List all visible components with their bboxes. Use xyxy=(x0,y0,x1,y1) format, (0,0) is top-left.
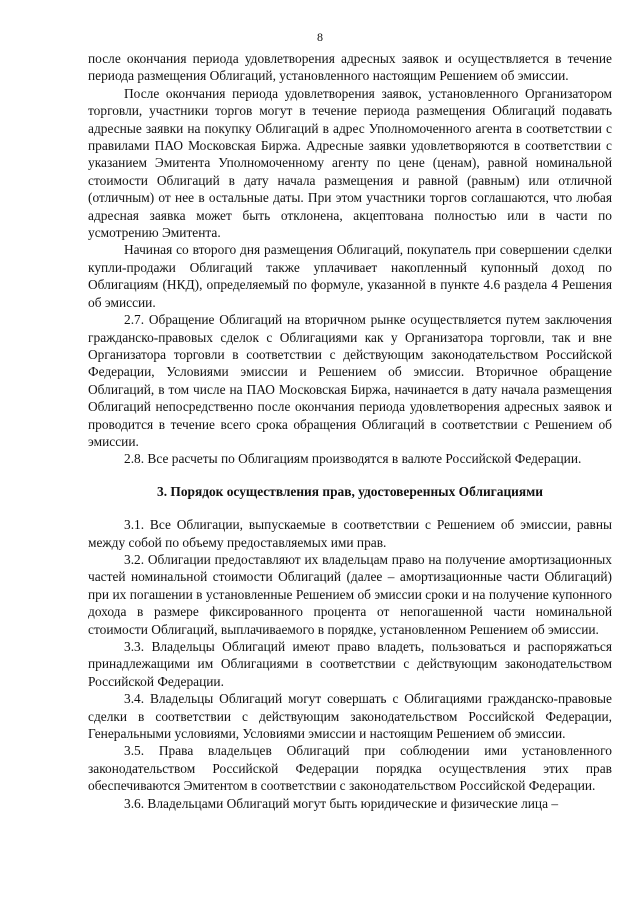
paragraph-accrued-coupon: Начиная со второго дня размещения Облигаций, покупатель при совершении сделки купли-продажи Облигаций также уплачивает накопленный купонный доход по Облигациям (НКД), определяемый по формуле, указанной в пункте 4.6 раздела 4 Решения об эмиссии. xyxy=(88,242,612,310)
page-number: 8 xyxy=(317,30,323,44)
paragraph-3-6: 3.6. Владельцами Облигаций могут быть юридические и физические лица – xyxy=(124,795,559,811)
paragraph-3-2: 3.2. Облигации предоставляют их владельцам право на получение амортизационных частей номинальной стоимости Облигаций (далее – амортизационные части Облигаций) при их погашении в установленные Решением об эмиссии сроки и на получение купонного дохода в размере фиксированного процента от непогашенной части номинальной стоимости Облигаций, выплачиваемого в порядке, установленном Решением об эмиссии. xyxy=(88,551,612,637)
paragraph-3-4: 3.4. Владельцы Облигаций могут совершать с Облигациями гражданско-правовые сделки в соответствии с действующим законодательством Российской Федерации, Генеральными условиями, Условиями эмиссии и настоящим Решением об эмиссии. xyxy=(88,691,612,742)
section-heading-3: 3. Порядок осуществления прав, удостоверенных Облигациями xyxy=(157,483,543,499)
paragraph-3-5: 3.5. Права владельцев Облигаций при соблюдении ими установленного законодательством Российской Федерации порядка осуществления этих прав обеспечиваются Эмитентом в соответствии с законодательством Российской Федерации. xyxy=(88,743,612,794)
paragraph-2-8: 2.8. Все расчеты по Облигациям производятся в валюте Российской Федерации. xyxy=(124,451,582,467)
paragraph-continued: после окончания периода удовлетворения адресных заявок и осуществляется в течение периода размещения Облигаций, установленного настоящим Решением об эмиссии. xyxy=(88,51,612,84)
paragraph-address-orders: После окончания периода удовлетворения заявок, установленного Организатором торговли, участники торгов могут в течение периода размещения Облигаций подавать адресные заявки на покупку Облигаций в адрес Уполномоченного агента в соответствии с правилами ПАО Московская Биржа. Адресные заявки удовлетворяются в соответствии с указанием Эмитента Уполномоченному агенту по цене (ценам), равной номинальной стоимости Облигаций в дату начала размещения и равной (равным) или отличной (отличным) от нее в остальные даты. При этом участники торгов соглашаются, что любая адресная заявка может быть отклонена, акцептована полностью или в части по усмотрению Эмитента. xyxy=(88,85,612,241)
paragraph-3-3: 3.3. Владельцы Облигаций имеют право владеть, пользоваться и распоряжаться принадлежащими им Облигациями в соответствии с действующим законодательством Российской Федерации. xyxy=(88,639,612,689)
paragraph-2-7: 2.7. Обращение Облигаций на вторичном рынке осуществляется путем заключения гражданско-правовых сделок с Облигациями как у Организатора торговли, так и вне Организатора торговли в соответствии с действующим законодательством Российской Федерации, Условиями эмиссии и Решением об эмиссии. Вторичное обращение Облигаций, в том числе на ПАО Московская Биржа, начинается в дату начала размещения Облигаций непосредственно после окончания периода удовлетворения адресных заявок и проводится в течение всего срока обращения Облигаций в соответствии с Решением об эмиссии. xyxy=(88,312,612,449)
paragraph-3-1: 3.1. Все Облигации, выпускаемые в соответствии с Решением об эмиссии, равны между собой по объему предоставляемых ими прав. xyxy=(88,517,612,550)
document-body xyxy=(88,30,612,812)
